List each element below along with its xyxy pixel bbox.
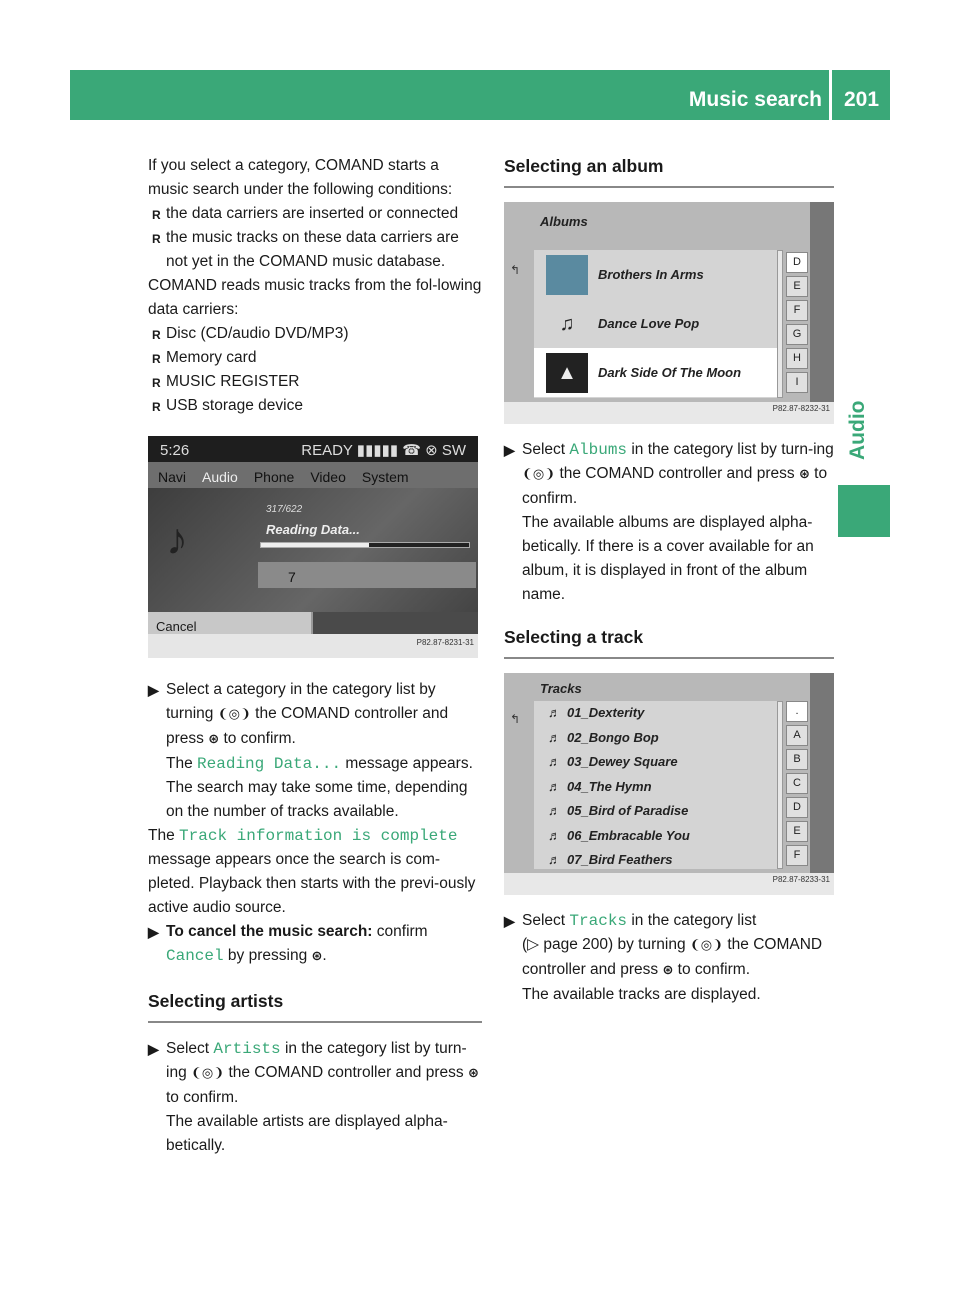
cancel-code: Cancel <box>166 947 224 965</box>
letter-button[interactable]: D <box>786 252 808 273</box>
carrier-item: R Memory card <box>148 346 482 370</box>
letter-button[interactable]: B <box>786 749 808 770</box>
step-arrow-icon: ▶ <box>148 924 159 940</box>
scrollbar[interactable] <box>777 701 783 869</box>
menu-phone[interactable]: Phone <box>253 469 295 485</box>
list-item[interactable]: ♬ 04_The Hymn <box>534 775 778 800</box>
music-note-icon: ♪ <box>166 515 188 564</box>
page-number: 201 <box>844 88 880 111</box>
chapter-marker <box>838 485 890 537</box>
reading-data-code: Reading Data... <box>197 755 342 773</box>
image-caption: P82.87-8232-31 <box>772 404 830 413</box>
right-column <box>504 154 834 1007</box>
note-icon: ♬ <box>548 827 561 843</box>
scrollbar[interactable] <box>777 250 783 398</box>
turn-controller-icon: ❨◎❩ <box>191 1066 225 1081</box>
track-list <box>534 701 778 869</box>
list-item[interactable]: ♬ 05_Bird of Paradise <box>534 799 778 824</box>
album-cover <box>546 255 588 295</box>
right-rail <box>810 673 834 873</box>
carrier-item: R MUSIC REGISTER <box>148 370 482 394</box>
letter-button[interactable]: G <box>786 324 808 345</box>
alphabet-index <box>786 252 808 396</box>
alphabet-index <box>786 701 808 869</box>
carrier-item: R Disc (CD/audio DVD/MP3) <box>148 322 482 346</box>
image-caption: P82.87-8233-31 <box>772 875 830 884</box>
note-icon: ♬ <box>548 705 561 721</box>
status-icons: READY ▮▮▮▮▮ ☎ ⊗ SW <box>301 442 466 459</box>
list-title: Tracks <box>540 681 582 696</box>
heading-album: Selecting an album <box>504 154 834 188</box>
step-cancel-search: ▶ To cancel the music search: confirm Cancel by pressing ⊛. <box>148 920 482 969</box>
turn-controller-icon: ❨◎❩ <box>689 938 724 953</box>
header-divider <box>829 70 832 120</box>
back-icon[interactable]: ↰ <box>510 263 521 277</box>
condition-item: R the music tracks on these data carriers are not yet in the COMAND music database. <box>148 226 482 274</box>
letter-button[interactable]: H <box>786 348 808 369</box>
artists-code: Artists <box>213 1040 281 1058</box>
list-item[interactable]: ▲ Dark Side Of The Moon <box>534 348 778 397</box>
screen-body <box>148 488 478 612</box>
letter-button[interactable]: . <box>786 701 808 722</box>
press-controller-icon: ⊛ <box>467 1066 479 1081</box>
tracks-screenshot <box>504 673 834 895</box>
source-field: 7 <box>258 562 476 588</box>
chapter-label: Audio <box>846 400 869 460</box>
tracks-code: Tracks <box>569 912 628 930</box>
menu-navi[interactable]: Navi <box>158 469 187 485</box>
progress-fill <box>261 543 369 547</box>
cancel-button[interactable]: Cancel <box>148 612 313 634</box>
step-select-artists: ▶ Select Artists in the category list by turn-ing ❨◎❩ the COMAND controller and press ⊛ to confirm. The available artists are displayed alpha-betically. <box>148 1037 482 1158</box>
step-arrow-icon: ▶ <box>148 1041 159 1057</box>
letter-button[interactable]: F <box>786 845 808 866</box>
reads-text: COMAND reads music tracks from the fol-lowing data carriers: <box>148 277 482 318</box>
track-info-code: Track information is complete <box>179 827 458 845</box>
album-list <box>534 250 778 398</box>
list-item[interactable]: ♬ 06_Embracable You <box>534 824 778 849</box>
clock: 5:26 <box>160 442 190 459</box>
turn-controller-icon: ❨◎❩ <box>522 467 556 482</box>
heading-artists: Selecting artists <box>148 989 482 1023</box>
list-item[interactable]: ♬ 02_Bongo Bop <box>534 726 778 751</box>
list-item[interactable]: ♫ Dance Love Pop <box>534 299 778 348</box>
menu-video[interactable]: Video <box>310 469 346 485</box>
list-item[interactable]: ♬ 03_Dewey Square <box>534 750 778 775</box>
albums-code: Albums <box>569 441 628 459</box>
note-icon: ♬ <box>548 803 561 819</box>
step-select-category: ▶ Select a category in the category list by turning ❨◎❩ the COMAND controller and press ⊛ to confirm. The Reading Data... message appears. The search may take some time, depending on the number of tracks available. <box>148 678 482 824</box>
step-arrow-icon: ▶ <box>504 442 515 458</box>
heading-track: Selecting a track <box>504 625 834 659</box>
album-cover: ▲ <box>546 353 588 393</box>
albums-screenshot <box>504 202 834 424</box>
condition-item: R the data carriers are inserted or connected <box>148 202 482 226</box>
progress-bar <box>260 542 470 548</box>
intro-text: If you select a category, COMAND starts a music search under the following conditions: <box>148 157 453 198</box>
turn-controller-icon: ❨◎❩ <box>217 707 251 722</box>
menu-system[interactable]: System <box>361 469 409 485</box>
back-icon[interactable]: ↰ <box>510 712 521 726</box>
step-select-albums: ▶ Select Albums in the category list by turn-ing ❨◎❩ the COMAND controller and press ⊛ to confirm. The available albums are displayed alpha-betically. If there is a cover available for an album, it is displayed in front of the album name. <box>504 438 834 607</box>
note-icon: ♬ <box>548 778 561 794</box>
section-title: Music search <box>688 88 822 111</box>
press-controller-icon: ⊛ <box>798 467 810 482</box>
press-controller-icon: ⊛ <box>662 963 674 978</box>
menu-audio[interactable]: Audio <box>202 469 238 485</box>
page-reference[interactable]: (▷ page 200) by turning <box>522 936 686 953</box>
status-bar <box>148 436 478 462</box>
note-icon: ♬ <box>548 852 561 868</box>
main-menu <box>148 462 478 488</box>
press-controller-icon: ⊛ <box>311 949 323 964</box>
letter-button[interactable]: F <box>786 300 808 321</box>
carrier-item: R USB storage device <box>148 394 482 418</box>
reading-data-screenshot <box>148 436 478 658</box>
letter-button[interactable]: I <box>786 372 808 393</box>
press-controller-icon: ⊛ <box>208 732 220 747</box>
list-item[interactable]: ♬ 07_Bird Feathers <box>534 848 778 873</box>
right-rail <box>810 202 834 402</box>
image-caption: P82.87-8231-31 <box>416 638 474 647</box>
note-icon: ♬ <box>548 754 561 770</box>
reading-message: Reading Data... <box>266 522 360 537</box>
letter-button[interactable]: A <box>786 725 808 746</box>
note-icon: ♬ <box>548 729 561 745</box>
letter-button[interactable]: D <box>786 797 808 818</box>
list-title: Albums <box>540 214 588 229</box>
step-arrow-icon: ▶ <box>148 682 159 698</box>
step-arrow-icon: ▶ <box>504 913 515 929</box>
step-select-tracks: ▶ Select Tracks in the category list (▷ page 200) by turning ❨◎❩ the COMAND controller and press ⊛ to confirm. The available tracks are displayed. <box>504 909 834 1007</box>
letter-button[interactable]: E <box>786 276 808 297</box>
track-info-text: The Track information is complete message appears once the search is com-pleted. Playback then starts with the previ-ously active audio source. <box>148 827 476 916</box>
left-column <box>148 154 482 1158</box>
track-count: 317/622 <box>266 504 303 515</box>
letter-button[interactable]: C <box>786 773 808 794</box>
letter-button[interactable]: E <box>786 821 808 842</box>
list-item[interactable]: Brothers In Arms <box>534 250 778 299</box>
list-item[interactable]: ♬ 01_Dexterity <box>534 701 778 726</box>
music-note-icon: ♫ <box>559 312 575 335</box>
